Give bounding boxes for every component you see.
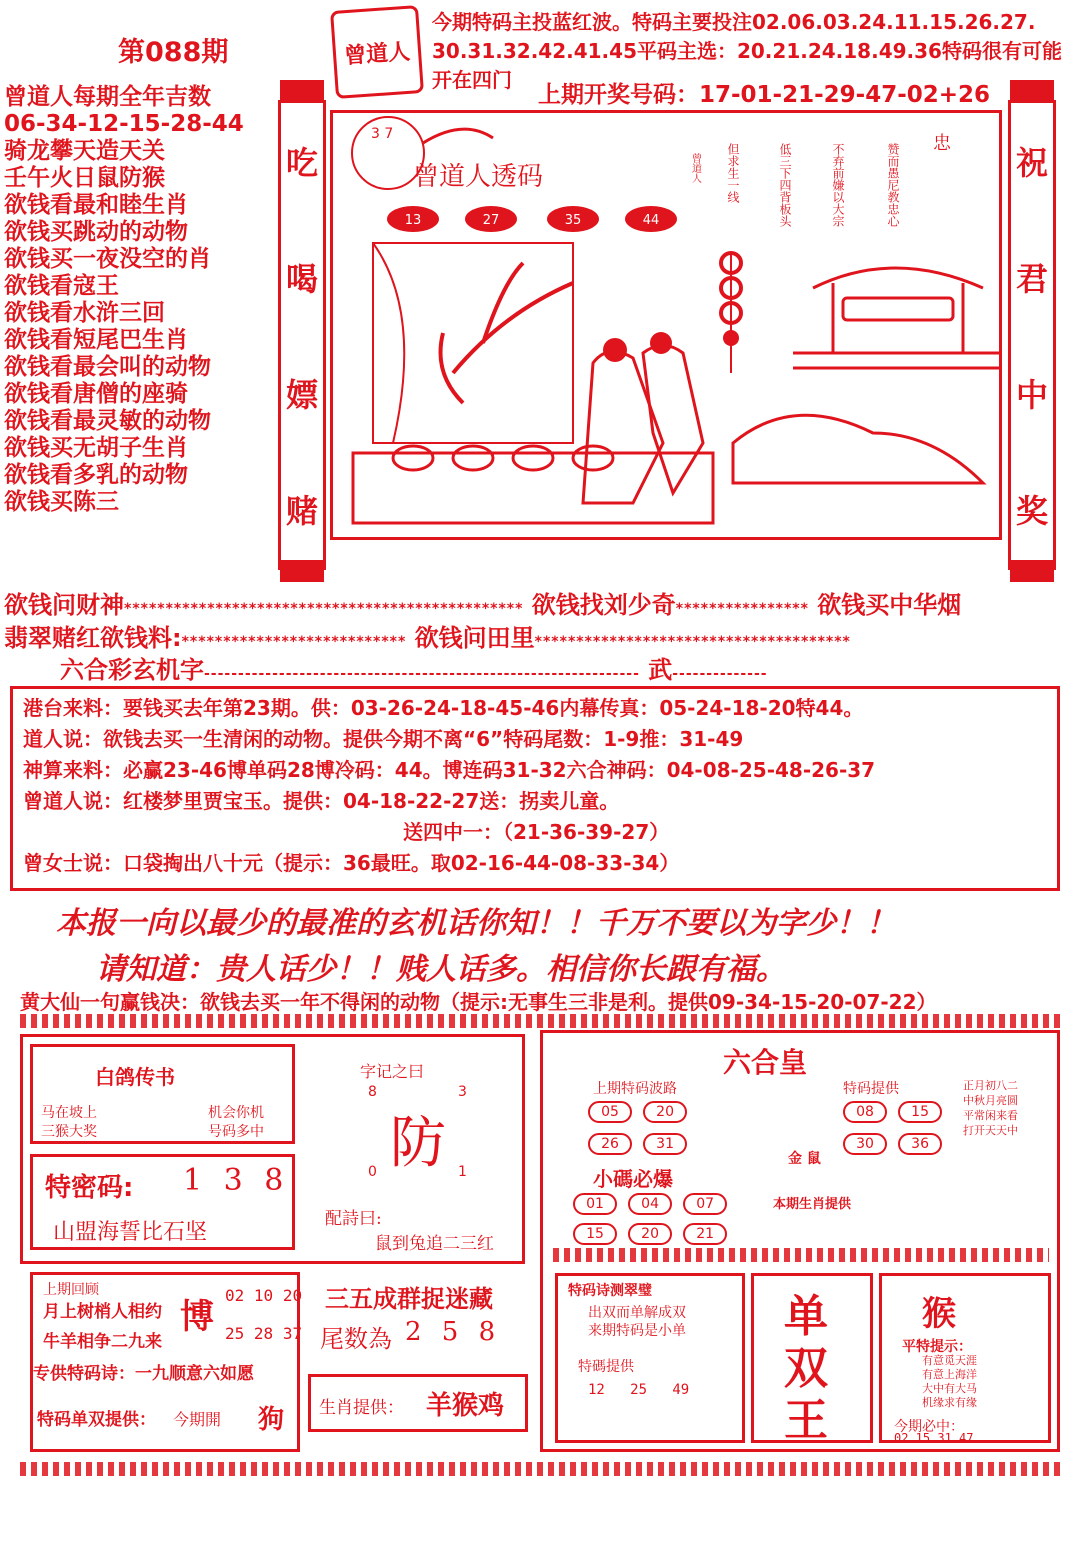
poem-line: 出双而单解成双 [588, 1305, 686, 1321]
shengxiao-box [308, 1374, 528, 1432]
lower-right-panel [540, 1030, 1060, 1452]
shengxiao-tip: 本期生肖提供 [773, 1197, 852, 1212]
tip-lines [922, 1354, 977, 1410]
guess-line [4, 618, 851, 653]
pigeon-note: 马在坡上 [41, 1105, 97, 1121]
mark-top: 3 7 [371, 126, 394, 142]
scroll-char: 祝 [1015, 144, 1048, 182]
list-item: 壬午火日鼠防猴 [4, 165, 165, 191]
list-item: 欲钱买跳动的动物 [4, 219, 188, 245]
bo-number: 20 [282, 1286, 303, 1305]
ball-number: 15 [573, 1223, 617, 1245]
tip-line: 有意上海洋 [922, 1368, 977, 1381]
last-draw: 上期开奖号码：17-01-21-29-47-02+26 [538, 82, 991, 108]
ball-number: 13 [404, 213, 422, 228]
issue-number: 第088期 [118, 37, 229, 68]
verse-line: 中秋月亮圆 [963, 1094, 1018, 1107]
ball-number: 05 [588, 1101, 632, 1123]
pigeon-note: 机会你机 [208, 1105, 264, 1121]
info-line: 送四中一：（21-36-39-27） [403, 820, 670, 844]
pavilion [793, 268, 999, 368]
tip-line: 有意觅天涯 [922, 1354, 977, 1367]
ball-number: 20 [643, 1101, 687, 1123]
special-poem: 专供特码诗：一九顺意六如愿 [33, 1364, 254, 1384]
tema-verse: 山盟海誓比石坚 [53, 1220, 208, 1245]
tip-line: 机缘求有缘 [922, 1396, 977, 1409]
plum-branch [441, 263, 574, 403]
list-item: 欲钱买一夜没空的肖 [4, 246, 211, 272]
list-item: 欲钱看水浒三回 [4, 300, 165, 326]
list-item: 欲钱看最和睦生肖 [4, 192, 188, 218]
guess-text: 武 [648, 656, 673, 684]
verse-line: 平常闲来看 [963, 1109, 1018, 1122]
ball-number: 26 [588, 1133, 632, 1155]
day-number: 1 [458, 1164, 467, 1180]
ball-number: 08 [843, 1101, 887, 1123]
list-item: 06-34-12-15-28-44 [4, 111, 244, 137]
list-item: 欲钱看多乳的动物 [4, 462, 188, 488]
review-line: 月上树梢人相约 [43, 1302, 162, 1322]
verse-col: 不弃前嫌以大宗 [831, 143, 845, 227]
today-label: 今期必中： [894, 1419, 964, 1435]
scroll-char: 君 [1015, 260, 1048, 298]
tema-label-2: 特碼提供 [578, 1359, 634, 1375]
tip-char: 猴 [922, 1294, 956, 1334]
poem-box [555, 1273, 745, 1443]
ball-number: 31 [643, 1133, 687, 1155]
logo: 曾道人 [330, 5, 424, 99]
guess-text: 欲钱买中华烟 [817, 591, 962, 619]
gold-label: 金 鼠 [788, 1151, 821, 1167]
left-scroll [278, 100, 326, 570]
notice-line: 今期特码主投蓝红波。特码主要投注02.06.03.24.11.15.26.27. [432, 10, 1036, 34]
dotted-divider [20, 1462, 1060, 1476]
tema-label: 特密码: [45, 1173, 134, 1203]
verse-line: 正月初八二 [963, 1079, 1018, 1092]
guess-line [60, 650, 768, 685]
guess-text: 欲钱问财神 [4, 591, 124, 619]
bo-numbers [225, 1324, 302, 1343]
rocks [733, 415, 983, 483]
list-item: 欲钱买无胡子生肖 [4, 435, 188, 461]
scroll-char: 奖 [1015, 492, 1048, 530]
pigeon-box [30, 1044, 295, 1144]
single-value: 今期開 [173, 1410, 222, 1429]
wave-numbers [588, 1101, 728, 1155]
scroll-char: 中 [1015, 376, 1048, 414]
right-scroll [1008, 100, 1056, 570]
guess-text: 欲钱问田里 [414, 624, 535, 652]
left-riddle-list [4, 84, 279, 516]
bo-number: 10 [253, 1286, 274, 1305]
big-char: 双 [784, 1343, 828, 1394]
slogan: 请知道：贵人话少！！贱人话多。相信你长跟有福。 [96, 952, 786, 987]
notice-line: 30.31.32.42.41.45平码主选：20.21.24.18.49.36特码很有可能 [432, 39, 1062, 63]
info-line: 曾女士说：口袋掏出八十元（提示：36最旺。取02-16-44-08-33-34） [23, 851, 680, 875]
stars: -------------- [672, 666, 768, 682]
bo-number: 28 [253, 1324, 274, 1343]
list-item: 欲钱看最灵敏的动物 [4, 408, 211, 434]
shengxiao-label: 生肖提供： [319, 1398, 404, 1418]
list-item: 骑龙攀天造天关 [4, 138, 165, 164]
info-line: 港台来料：要钱买去年第23期。供：03-26-24-18-45-46内幕传真：05-24-18-20特44。 [23, 696, 864, 720]
shengxiao-value: 羊猴鸡 [426, 1391, 505, 1421]
guess-line [4, 585, 961, 620]
scroll-cap [1010, 80, 1054, 102]
list-item: 曾道人每期全年吉数 [4, 84, 211, 110]
single-label: 特码单双提供： [37, 1410, 156, 1430]
day-number: 8 [368, 1084, 377, 1100]
verse-author: 曾道人 [689, 153, 701, 183]
ball-number: 07 [683, 1193, 727, 1215]
ball-number: 30 [843, 1133, 887, 1155]
pigeon-title: 白鸽传书 [95, 1065, 175, 1089]
cloud-shape [423, 129, 493, 143]
tip-box [879, 1273, 1051, 1443]
review-title: 上期回顾 [43, 1282, 99, 1298]
group-title: 三五成群捉迷藏 [325, 1285, 493, 1313]
big-char: 王 [784, 1395, 828, 1446]
big-char: 单 [784, 1291, 828, 1342]
tema-numbers [843, 1101, 973, 1155]
day-number: 3 [458, 1084, 467, 1100]
day-char: 防 [390, 1111, 446, 1176]
poem-label: 配詩曰: [325, 1209, 382, 1229]
number: 12 [588, 1382, 605, 1398]
lower-left-panel [20, 1024, 540, 1464]
scroll-char: 嫖 [285, 376, 318, 414]
bo-number: 37 [282, 1324, 303, 1343]
list-item: 欲钱看短尾巴生肖 [4, 327, 188, 353]
guess-text: 六合彩玄机字 [60, 656, 204, 684]
ball-number: 36 [898, 1133, 942, 1155]
ball-number: 04 [628, 1193, 672, 1215]
day-number: 0 [368, 1164, 377, 1180]
ball-number: 01 [573, 1193, 617, 1215]
railing [353, 453, 713, 523]
ball-number: 15 [898, 1101, 942, 1123]
verse-col: 赞而愚尼教忠心 [886, 143, 900, 227]
notice-line: 开在四门 [432, 68, 512, 92]
bo-numbers [225, 1286, 302, 1305]
stars: *************************** [181, 634, 407, 650]
guess-text: 翡翠赌红欲钱料: [4, 624, 182, 652]
review-line: 牛羊相争二九来 [43, 1332, 162, 1352]
poem-line: 来期特码是小单 [588, 1323, 686, 1339]
poem-title: 特码诗测翠璧 [568, 1283, 652, 1299]
tema-numbers-2 [588, 1382, 689, 1398]
verse-block [963, 1078, 1018, 1138]
bo-char: 博 [180, 1297, 214, 1337]
illustration [330, 110, 1002, 540]
ball-row [387, 206, 677, 232]
dotted-divider [553, 1248, 1049, 1262]
scroll-cap [280, 80, 324, 102]
list-item: 欲钱看寇王 [4, 273, 119, 299]
verse-line: 打开天天中 [963, 1124, 1018, 1137]
stars: **************** [675, 601, 809, 617]
single-animal: 狗 [258, 1405, 285, 1435]
list-item: 欲钱看最会叫的动物 [4, 354, 211, 380]
ball-number: 20 [628, 1223, 672, 1245]
tip-line: 大中有大马 [922, 1382, 977, 1395]
verse-col: 低三下四背板头 [778, 143, 792, 227]
bo-number: 25 [225, 1324, 245, 1343]
scroll-char: 赌 [285, 492, 318, 530]
list-item: 欲钱看唐僧的座骑 [4, 381, 188, 407]
ball-number: 27 [482, 213, 500, 228]
info-box [10, 686, 1060, 891]
stars: ---------------------------------------------------------------- [204, 666, 640, 682]
today-numbers: 02 15 31 47 [894, 1431, 974, 1445]
small-code-title: 小碼必爆 [593, 1167, 673, 1191]
panel-title: 六合皇 [723, 1046, 808, 1079]
stars: ************************************************ [124, 601, 524, 617]
stars: ************************************** [534, 634, 851, 650]
illustration-art [333, 113, 999, 537]
verse-col: 但求生一线 [726, 143, 740, 203]
ball-number: 21 [683, 1223, 727, 1245]
pigeon-note: 三猴大奖 [41, 1124, 97, 1140]
scroll-char: 喝 [285, 260, 318, 298]
poem-text: 鼠到兔追二三红 [375, 1234, 494, 1254]
guess-text: 欲钱找刘少奇 [531, 591, 676, 619]
number: 49 [672, 1382, 690, 1398]
tema-box [30, 1154, 295, 1250]
tail-numbers: 2 5 8 [405, 1317, 502, 1347]
day-title: 字记之曰 [360, 1062, 425, 1081]
scroll-char: 吃 [285, 144, 318, 182]
info-line: 神算来料：必赢23-46博单码28博冷码：44。博连码31-32六合神码：04-08-25-48-26-37 [23, 758, 876, 782]
wave-label: 上期特码波路 [593, 1081, 677, 1097]
picture-title: 曾道人透码 [413, 162, 544, 192]
number: 25 [630, 1382, 648, 1398]
info-line: 道人说：欲钱去买一生清闲的动物。提供今期不离“6”特码尾数：1-9推：31-49 [23, 727, 744, 751]
slogan: 本报一向以最少的最准的玄机话你知！！千万不要以为字少！！ [56, 906, 896, 941]
tail-label: 尾数為 [320, 1325, 392, 1353]
pigeon-note: 号码多中 [208, 1124, 264, 1140]
scroll-cap [1010, 560, 1054, 582]
scroll-cap [280, 560, 324, 582]
tip-title: 平特提示： [902, 1339, 972, 1355]
wong-tip: 黄大仙一句赢钱决：欲钱去买一年不得闲的动物（提示:无事生三非是利。提供09-34-15-20-07-22） [20, 990, 937, 1014]
bo-number: 02 [225, 1286, 245, 1305]
figure-scholar [643, 346, 703, 494]
ball-number: 44 [642, 213, 660, 228]
tema-numbers: 1 3 8 [183, 1163, 290, 1198]
lantern-string [721, 253, 741, 373]
tema-tip: 特码提供 [843, 1081, 899, 1097]
info-line: 曾道人说：红楼梦里贾宝玉。提供：04-18-22-27送：拐卖儿童。 [23, 789, 620, 813]
ball-number: 35 [564, 213, 582, 228]
sign-char: 忠 [933, 133, 951, 154]
list-item: 欲钱买陈三 [4, 489, 119, 515]
small-code-numbers [573, 1193, 773, 1245]
single-double-box [751, 1273, 873, 1446]
